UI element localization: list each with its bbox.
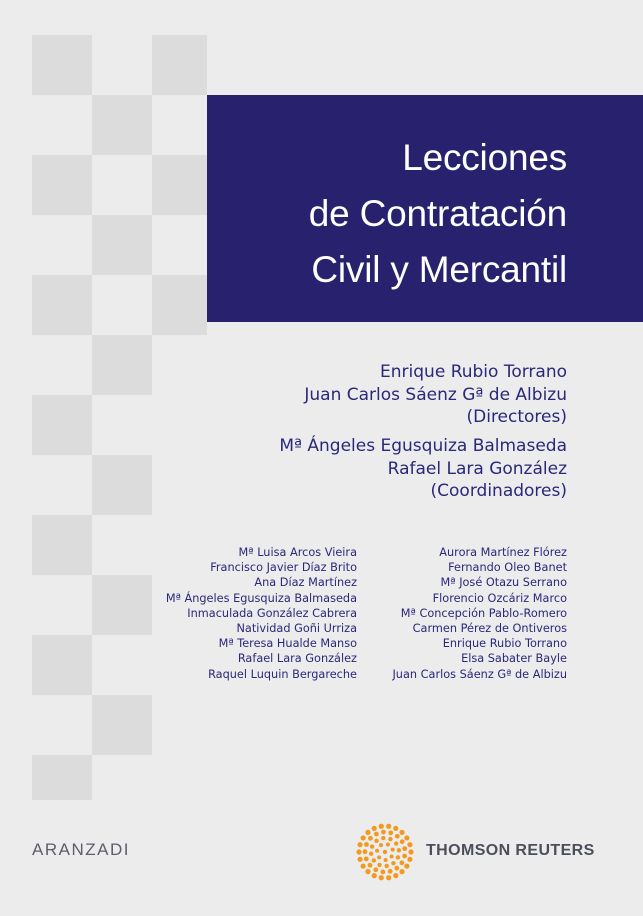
logo-dot — [383, 850, 387, 854]
logo-dot — [404, 863, 409, 868]
logo-dot — [363, 849, 368, 854]
director-1: Enrique Rubio Torrano — [380, 362, 567, 382]
logo-dot — [361, 863, 366, 868]
logo-dot — [364, 857, 369, 862]
contributor: Carmen Pérez de Ontiveros — [412, 621, 567, 635]
logo-dot — [374, 839, 378, 843]
contributor: Rafael Lara González — [237, 652, 357, 666]
logo-dot — [381, 830, 386, 835]
logo-dot — [370, 844, 374, 848]
logo-dot — [356, 849, 361, 854]
thomson-reuters-logo-icon — [355, 822, 415, 882]
logo-dot — [399, 869, 404, 874]
contributor: Mª Teresa Hualde Manso — [218, 637, 357, 651]
publisher-name: THOMSON REUTERS — [426, 842, 595, 859]
contributor: Enrique Rubio Torrano — [442, 637, 567, 651]
contributor: Mª Luisa Arcos Vieira — [238, 546, 357, 559]
logo-dot — [374, 832, 379, 837]
logo-dot — [399, 860, 404, 865]
logo-dot — [379, 824, 384, 829]
logo-dot — [365, 869, 370, 874]
logo-dot — [407, 857, 412, 862]
logo-dot — [408, 849, 413, 854]
logo-dot — [394, 841, 398, 845]
contributor: Aurora Martínez Flórez — [439, 546, 567, 559]
logo-dot — [381, 836, 385, 840]
logo-dot — [379, 875, 384, 880]
directors-label: (Directores) — [466, 407, 567, 427]
logo-dot — [357, 842, 362, 847]
imprint-name: ARANZADI — [32, 840, 130, 859]
logo-dot — [386, 843, 390, 847]
logo-dot — [402, 854, 407, 859]
contributor: Elsa Sabater Bayle — [461, 652, 567, 666]
logo-dot — [393, 826, 398, 831]
logo-dot — [394, 866, 399, 871]
logo-dot — [364, 842, 369, 847]
logo-dot — [393, 873, 398, 878]
logo-dot — [384, 858, 388, 862]
logo-dot — [388, 869, 393, 874]
contributor: Ana Díaz Martínez — [254, 576, 357, 590]
contributor: Mª José Otazu Serrano — [440, 576, 567, 590]
logo-dot — [377, 855, 381, 859]
book-title-line-1: Lecciones — [402, 137, 567, 178]
logo-dot — [388, 837, 392, 841]
coordinator-1: Mª Ángeles Egusquiza Balmaseda — [279, 436, 567, 456]
logo-dot — [369, 852, 373, 856]
logo-dot — [377, 863, 381, 867]
contributors-right-column — [392, 545, 567, 682]
logo-dot — [391, 848, 395, 852]
contributor: Inmaculada González Cabrera — [187, 606, 357, 620]
contributor: Mª Concepción Pablo-Romero — [400, 606, 567, 620]
contributor: Raquel Luquin Bergareche — [208, 667, 357, 681]
logo-dot — [388, 830, 393, 835]
logo-dot — [390, 855, 394, 859]
logo-dot — [357, 857, 362, 862]
logo-dot — [365, 830, 370, 835]
logo-dot — [380, 869, 385, 874]
logo-dot — [372, 873, 377, 878]
director-2: Juan Carlos Sáenz Gª de Albizu — [304, 385, 567, 405]
logo-dot — [368, 836, 373, 841]
book-title-line-3: Civil y Mercantil — [311, 249, 567, 290]
logo-dot — [361, 835, 366, 840]
contributor: Natividad Goñi Urriza — [236, 621, 357, 635]
logo-dot — [368, 863, 373, 868]
logo-dot — [407, 842, 412, 847]
logo-dot — [404, 835, 409, 840]
logo-dot — [391, 861, 395, 865]
logo-dot — [375, 849, 379, 853]
contributor: Mª Ángeles Egusquiza Balmaseda — [165, 591, 357, 605]
logo-dot — [386, 875, 391, 880]
logo-dot — [386, 824, 391, 829]
contributor: Francisco Javier Díaz Brito — [210, 561, 357, 575]
logo-dot — [397, 848, 401, 852]
book-title-line-2: de Contratación — [308, 193, 567, 234]
logo-dot — [402, 846, 407, 851]
logo-dot — [395, 834, 400, 839]
contributor: Fernando Oleo Banet — [448, 561, 567, 575]
logo-dot — [396, 855, 400, 859]
logo-dot — [379, 843, 383, 847]
coordinator-2: Rafael Lara González — [387, 459, 567, 479]
contributor: Florencio Ozcáriz Marco — [432, 591, 567, 605]
contributors-left-column — [166, 545, 357, 682]
logo-dot — [399, 830, 404, 835]
contributor: Juan Carlos Sáenz Gª de Albizu — [392, 667, 567, 681]
logo-dot — [372, 826, 377, 831]
logo-dot — [373, 867, 378, 872]
logo-dot — [385, 864, 389, 868]
logo-dot — [372, 858, 376, 862]
coordinators-label: (Coordinadores) — [430, 481, 567, 501]
logo-dot — [400, 839, 405, 844]
